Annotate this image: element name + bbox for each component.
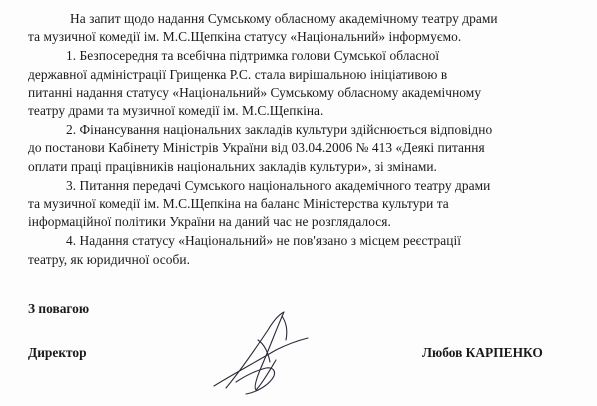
paragraph-line: та музичної комедії ім. М.С.Щепкіна статусу «Національний» інформуємо.: [28, 29, 462, 45]
signer-name: Любов КАРПЕНКО: [422, 345, 543, 360]
closing-regards: З повагою: [28, 301, 90, 316]
paragraph-line: На запит щодо надання Сумському обласному академічному театру драми: [70, 11, 498, 26]
paragraph-line: до постанови Кабінету Міністрів України від 03.04.2006 № 413 «Деякі питання: [28, 140, 485, 156]
paragraph-line: та музичної комедії ім. М.С.Щепкіна на баланс Міністерства культури та: [28, 196, 449, 212]
signature-icon: [196, 300, 316, 400]
paragraph-item-2: [28, 121, 584, 176]
paragraph-intro: [28, 10, 584, 46]
paragraph-line: 3. Питання передачі Сумського національного академічного театру драми: [66, 177, 491, 193]
signer-position: Директор: [28, 345, 87, 360]
paragraph-line: оплати праці працівників національних закладів культури», зі змінами.: [28, 158, 437, 174]
paragraph-line: питанні надання статусу «Національний» Сумському обласному академічному: [28, 84, 482, 100]
paragraph-line: 2. Фінансування національних закладів культури здійснюється відповідно: [66, 122, 493, 138]
paragraph-line: державної адміністрації Грищенка Р.С. стала вирішальною ініціативою в: [28, 66, 448, 82]
letter-body: [28, 10, 584, 270]
paragraph-line: театру драми та музичної комедії ім. М.С.Щепкіна.: [28, 103, 324, 119]
paragraph-item-4: [28, 232, 584, 268]
paragraph-line: 4. Надання статусу «Національний» не пов'язано з місцем реєстрації: [66, 233, 462, 249]
paragraph-line: інформаційної політики України на даний час не розглядалося.: [28, 214, 391, 230]
paragraph-line: театру, як юридичної особи.: [28, 251, 191, 267]
paragraph-item-1: [28, 47, 584, 120]
paragraph-line: 1. Безпосередня та всебічна підтримка голови Сумської обласної: [66, 48, 440, 64]
paragraph-item-3: [28, 177, 584, 232]
